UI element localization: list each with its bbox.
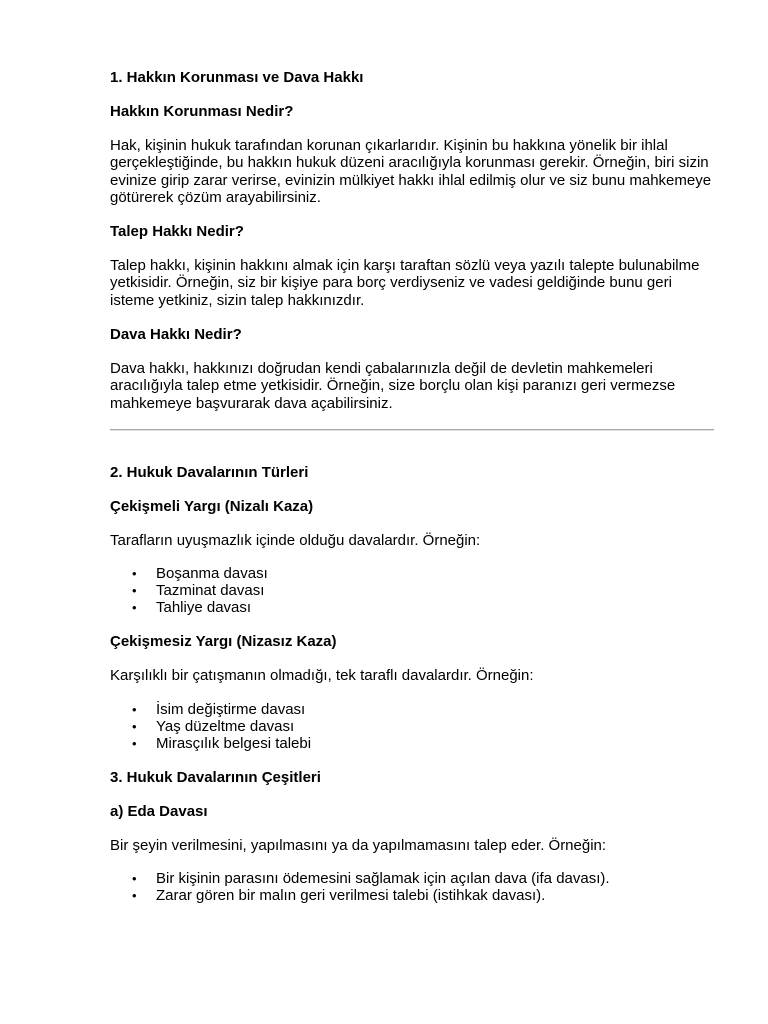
paragraph-cekismeli-yargi: Tarafların uyuşmazlık içinde olduğu davalardır. Örneğin: — [110, 531, 481, 549]
section-2-title: 2. Hukuk Davalarının Türleri — [110, 463, 309, 481]
list-cekismeli-yargi — [110, 565, 714, 616]
list-item: • Tazminat davası — [132, 582, 265, 600]
heading-talep-hakki: Talep Hakkı Nedir? — [110, 223, 244, 241]
bullet-icon: • — [132, 735, 137, 751]
paragraph-talep-hakki: Talep hakkı, kişinin hakkını almak için karşı taraftan sözlü veya yazılı talepte bulunabilme yetkisidir. Örneğin, siz bir kişiye para borç verdiyseniz ve vadesi geldiğinde bunu geri isteme yetkiniz, sizin talep hakkınızdır. — [110, 257, 700, 309]
list-item: • Zarar gören bir malın geri verilmesi talebi (istihkak davası). — [132, 886, 546, 904]
heading-cekismeli-yargi: Çekişmeli Yargı (Nizalı Kaza) — [110, 497, 314, 515]
section-1-title: 1. Hakkın Korunması ve Dava Hakkı — [110, 69, 364, 86]
list-eda-davasi — [110, 870, 714, 904]
paragraph-dava-hakki: Dava hakkı, hakkınızı doğrudan kendi çabalarınızla değil de devletin mahkemeleri aracılığıyla talep etme yetkisidir. Örneğin, size borçlu olan kişi paranızı geri vermezse mahkemeye başvurarak dava açabilirsiniz. — [110, 360, 676, 412]
list-cekismesiz-yargi — [110, 701, 714, 752]
heading-eda-davasi: a) Eda Davası — [110, 802, 208, 820]
heading-dava-hakki: Dava Hakkı Nedir? — [110, 326, 242, 344]
heading-hakkin-korunmasi: Hakkın Korunması Nedir? — [110, 103, 294, 120]
bullet-icon: • — [132, 701, 137, 717]
bullet-icon: • — [132, 583, 137, 599]
list-item: • Mirasçılık belgesi talebi — [132, 734, 312, 752]
paragraph-cekismesiz-yargi: Karşılıklı bir çatışmanın olmadığı, tek taraflı davalardır. Örneğin: — [110, 667, 534, 685]
paragraph-hakkin-korunmasi: Hak, kişinin hukuk tarafından korunan çıkarlarıdır. Kişinin bu hakkına yönelik bir ihlal gerçekleştiğinde, bu hakkın hukuk düzeni aracılığıyla korunması gerekir. Örneğin, biri sizin evinize girip zarar verirse, evinizin mülkiyet hakkı ihlal edilmiş olur ve siz bunu mahkemeye götürerek çözüm arayabilirsiniz. — [110, 137, 712, 206]
bullet-icon: • — [132, 566, 137, 582]
section-3-title: 3. Hukuk Davalarının Çeşitleri — [110, 768, 321, 786]
list-item: • İsim değiştirme davası — [132, 700, 306, 718]
bullet-icon: • — [132, 870, 137, 886]
list-item: • Tahliye davası — [132, 599, 252, 617]
document-page — [110, 69, 714, 904]
paragraph-eda-davasi: Bir şeyin verilmesini, yapılmasını ya da yapılmamasını talep eder. Örneğin: — [110, 836, 607, 854]
list-item: • Bir kişinin parasını ödemesini sağlamak için açılan dava (ifa davası). — [132, 869, 610, 887]
heading-cekismesiz-yargi: Çekişmesiz Yargı (Nizasız Kaza) — [110, 633, 337, 651]
bullet-icon: • — [132, 718, 137, 734]
bullet-icon: • — [132, 887, 137, 903]
list-item: • Boşanma davası — [132, 565, 268, 583]
list-item: • Yaş düzeltme davası — [132, 717, 295, 735]
bullet-icon: • — [132, 600, 137, 616]
